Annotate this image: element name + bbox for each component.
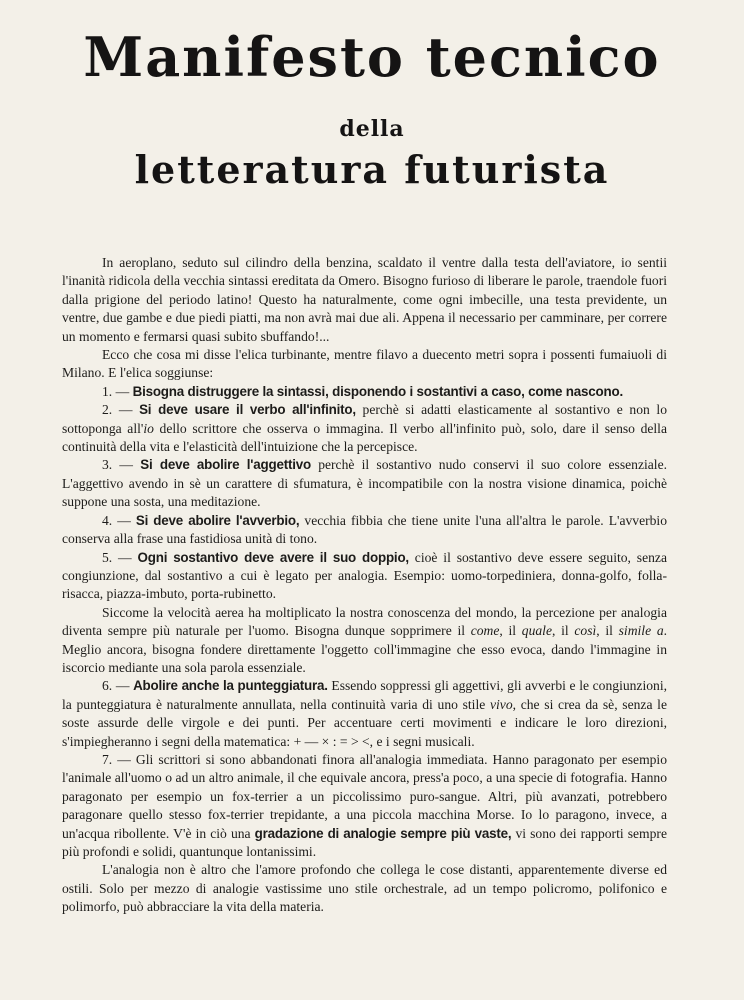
italic-run: come (470, 623, 500, 639)
rule-heading: Si deve abolire l'avverbio, (135, 512, 300, 528)
rule-1 (62, 383, 667, 401)
rule-heading: Bisogna distruggere la sintassi, disponendo i sostantivi a caso, come nascono. (132, 383, 623, 399)
rule-text: vecchia fibbia che tiene unite l'una all'altra le parole. L'avverbio conserva alla frase una fastidiosa unità di tono. (62, 512, 668, 547)
italic-run: così (574, 623, 597, 639)
rule-text: Essendo soppressi gli aggettivi, gli avverbi e le congiunzioni, la punteggiatura è naturalmente annullata, nella continuità varia di uno stile (62, 678, 668, 712)
rule-text: perchè il sostantivo nudo conservi il suo colore essenziale. L'aggettivo avendo in sè un carattere di sfumatura, è incompatibile con la nostra visione dinamica, poichè suppone una sosta, una meditazione. (62, 457, 668, 510)
rule-4 (62, 512, 667, 549)
title-sub: letteratura futurista (134, 147, 610, 192)
rule-text: cioè il sostantivo deve essere seguito, senza congiunzione, dal sostantivo a cui è legato per analogia. Esempio: uomo-torpediniera, donna-golfo, folla-risacca, piazza-imbuto, porta-rubinetto. (62, 549, 667, 602)
rule-italic: io (143, 420, 154, 436)
rule-number: 4. — (102, 512, 131, 528)
rule-number: 1. — (102, 383, 130, 399)
rule-heading: Si deve usare il verbo all'infinito, (139, 402, 356, 418)
rule-2 (62, 401, 667, 456)
rule-number: 3. — (102, 457, 134, 473)
paragraph-closing: L'analogia non è altro che l'amore profondo che collega le cose distanti, apparentemente diverse ed ostili. Solo per mezzo di analogie vastissime uno stile orchestrale, ad un tempo policromo, polifonico e polimorfo, può abbracciare la vita della materia. (62, 862, 667, 915)
rule-number: 5. — (102, 549, 132, 565)
title-connector: della (339, 116, 405, 142)
rule-heading: Ogni sostantivo deve avere il suo doppio, (137, 549, 409, 565)
text-run: Siccome la velocità aerea ha moltiplicato la nostra conoscenza del mondo, la percezione per analogia diventa sempre più naturale per l'uomo. Bisogna dunque sopprimere il (62, 604, 667, 639)
rule-text: Gli scrittori si sono abbandonati finora all'analogia immediata. Hanno paragonato per esempio l'animale all'uomo o ad un altro animale, il che equivale ancora, press'a poco, a una specie di fotografia. Hanno paragonato per esempio un fox-terrier a un piccolissimo puro-sangue. Altri, più avanzati, potrebbero paragonare quello stesso fox-terrier trepidante, a una piccola macchina Morse. Io lo paragono, invece, a un'acqua ribollente. V'è in ciò una (62, 751, 668, 841)
rule-7 (62, 751, 667, 861)
paragraph-analogia (62, 604, 667, 678)
italic-run: simile a (618, 623, 664, 639)
rule-6 (62, 677, 667, 751)
rule-text: dello scrittore che osserva o immagina. Il verbo all'infinito può, solo, dare il senso della continuità della vita e l'elasticità dell'intuizione che la percepisce. (62, 420, 667, 455)
rule-text: , che si crea da sè, senza le soste assurde delle virgole e dei punti. Per accentuare certi movimenti e indicare le loro direzioni, s'impiegheranno i segni della matematica: + — × : = > <, e i segni musicali. (62, 696, 667, 749)
rule-heading: Si deve abolire l'aggettivo (140, 457, 311, 473)
rule-italic: vivo (489, 696, 513, 712)
rule-text: vi sono dei rapporti sempre più profondi e solidi, quantunque lontanissimi. (62, 825, 667, 859)
rule-number: 6. — (102, 678, 130, 694)
rule-text: perchè si adatti elasticamente al sostantivo e non lo sottoponga all' (62, 402, 668, 436)
text-run: , il (499, 623, 522, 639)
rule-3 (62, 456, 667, 511)
paragraph-elica: Ecco che cosa mi disse l'elica turbinante, mentre filavo a duecento metri sopra i possenti fumaiuoli di Milano. E l'elica soggiunse: (62, 347, 667, 381)
title-main: Manifesto tecnico (83, 25, 661, 89)
rule-number: 7. — (102, 751, 131, 767)
rule-heading: Abolire anche la punteggiatura. (133, 678, 328, 694)
rule-5 (62, 549, 667, 604)
italic-run: quale (521, 623, 552, 639)
manifesto-body (62, 254, 667, 917)
text-run: , il (551, 623, 575, 639)
rule-heading: gradazione di analogie sempre più vaste, (254, 825, 512, 841)
text-run: . Meglio ancora, bisogna fondere direttamente l'oggetto coll'immagine che esso evoca, dando l'immagine in iscorcio mediante una sola parola essenziale. (62, 623, 668, 675)
rule-number: 2. — (102, 402, 133, 418)
paragraph-intro: In aeroplano, seduto sul cilindro della benzina, scaldato il ventre dalla testa dell'aviatore, io sentii l'inanità ridicola della vecchia sintassi ereditata da Omero. Bisogno furioso di liberare le parole, traendole fuori dalla prigione del periodo latino! Questo ha naturalmente, come ogni imbecille, una testa previdente, un ventre, due gambe e due piedi piatti, ma non avrà mai due ali. Appena il necessario per camminare, per correre un momento e fermarsi quasi subito sbuffando!... (62, 255, 667, 344)
text-run: , il (596, 623, 619, 639)
